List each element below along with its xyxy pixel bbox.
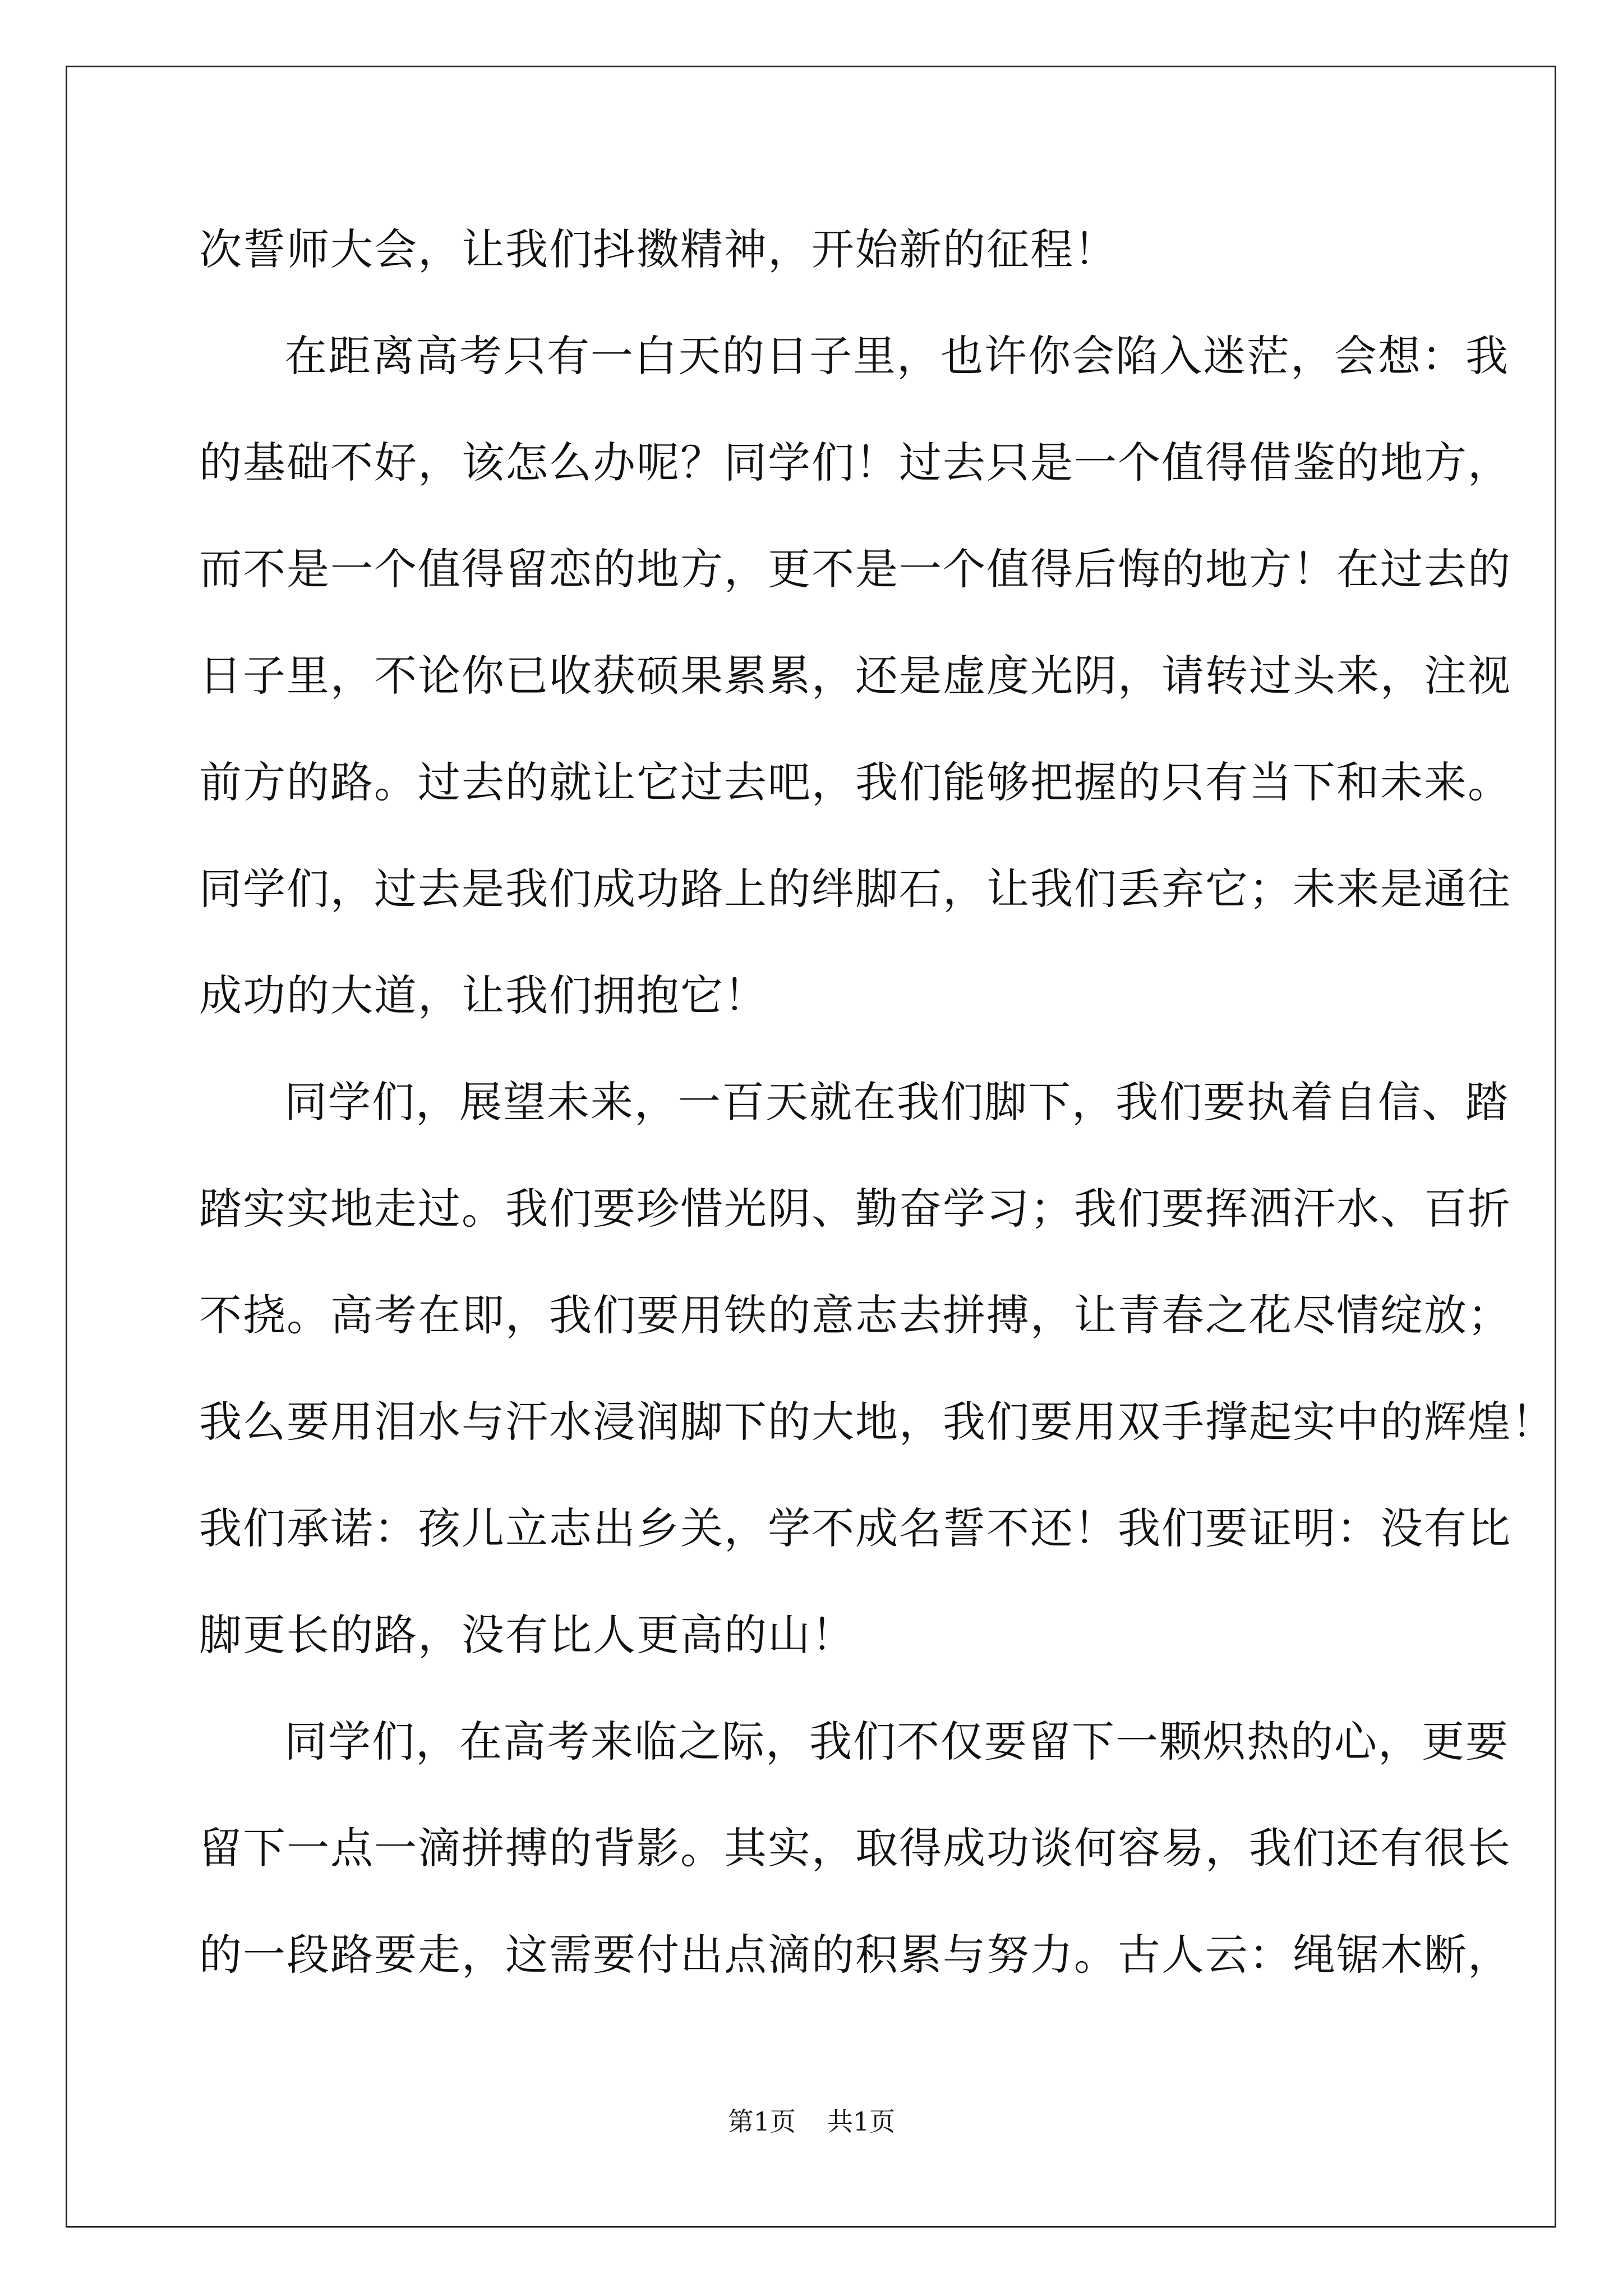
text-line: 同学们，展望未来，一百天就在我们脚下，我们要执着自信、踏 [284,1077,1509,1127]
text-line: 同学们，过去是我们成功路上的绊脚石，让我们丢弃它；未来是通往 [199,864,1511,914]
text-line: 次誓师大会，让我们抖擞精神，开始新的征程！ [199,224,1118,274]
text-line: 在距离高考只有一白天的日子里，也许你会陷入迷茫，会想：我 [284,331,1509,381]
text-line: 我么要用泪水与汗水浸润脚下的大地，我们要用双手撑起实中的辉煌！ [199,1397,1555,1447]
page-total: 共1页 [827,2106,896,2137]
text-line: 前方的路。过去的就让它过去吧，我们能够把握的只有当下和未来。 [199,757,1511,807]
text-line: 我们承诺：孩儿立志出乡关，学不成名誓不还！我们要证明：没有比 [199,1503,1511,1553]
text-line: 不挠。高考在即，我们要用铁的意志去拼搏，让青春之花尽情绽放； [199,1290,1511,1340]
page-number: 第1页 [727,2106,796,2137]
text-line: 的一段路要走，这需要付出点滴的积累与努力。古人云：绳锯木断， [199,1930,1511,1980]
text-line: 日子里，不论你已收获硕果累累，还是虚度光阴，请转过头来，注视 [199,651,1511,701]
text-line: 同学们，在高考来临之际，我们不仅要留下一颗炽热的心，更要 [284,1717,1509,1766]
text-line: 脚更长的路，没有比人更高的山！ [199,1610,855,1660]
document-body [199,219,1555,2031]
text-line: 的基础不好，该怎么办呢？同学们！过去只是一个值得借鉴的地方， [199,438,1511,487]
page-footer [0,2105,1623,2138]
text-line: 而不是一个值得留恋的地方，更不是一个值得后悔的地方！在过去的 [199,544,1511,594]
text-line: 踏实实地走过。我们要珍惜光阴、勤奋学习；我们要挥洒汗水、百折 [199,1184,1511,1234]
text-line: 留下一点一滴拼搏的背影。其实，取得成功谈何容易，我们还有很长 [199,1823,1511,1873]
text-line: 成功的大道，让我们拥抱它！ [199,970,768,1020]
